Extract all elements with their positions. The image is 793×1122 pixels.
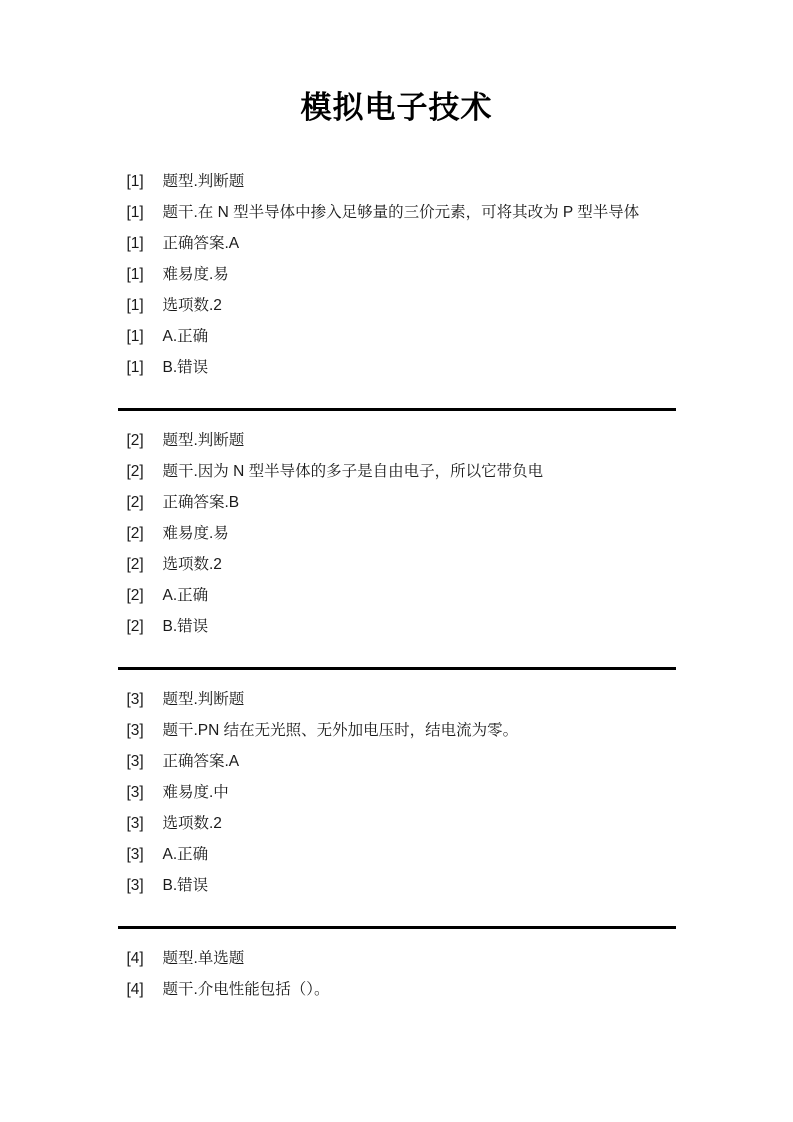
question-field-text: 题型.单选题 [162,950,245,967]
question-index-tag: [2] [126,432,144,449]
question-field-line [118,321,676,352]
question-index-tag: [3] [126,784,144,801]
question-field-line [118,352,676,383]
question-index-tag: [3] [126,877,144,894]
question-field-line [118,197,676,228]
question-block [118,943,676,1005]
question-field-line [118,974,676,1005]
question-index-tag: [1] [126,235,144,252]
question-field-line [118,487,676,518]
question-index-tag: [1] [126,297,144,314]
question-index-tag: [3] [126,722,144,739]
question-field-line [118,839,676,870]
question-block [118,425,676,642]
question-field-text: 选项数.2 [162,556,222,573]
question-index-tag: [1] [126,204,144,221]
question-field-line [118,943,676,974]
question-field-line [118,425,676,456]
question-field-text: 题干.PN 结在无光照、无外加电压时，结电流为零。 [162,722,519,739]
question-index-tag: [2] [126,494,144,511]
question-field-text: 题型.判断题 [162,173,245,190]
question-index-tag: [2] [126,463,144,480]
question-index-tag: [1] [126,328,144,345]
question-field-line [118,870,676,901]
question-separator [118,408,676,411]
question-field-text: 难易度.中 [162,784,229,801]
question-field-text: 题干.在 N 型半导体中掺入足够量的三价元素，可将其改为 P 型半导体 [162,204,640,221]
question-field-line [118,746,676,777]
question-field-line [118,580,676,611]
question-field-text: 题干.介电性能包括（）。 [162,981,330,998]
question-field-text: 题型.判断题 [162,691,245,708]
question-block [118,166,676,383]
question-field-line [118,611,676,642]
question-field-text: 难易度.易 [162,266,229,283]
question-index-tag: [2] [126,556,144,573]
question-field-line [118,456,676,487]
question-index-tag: [3] [126,753,144,770]
question-index-tag: [3] [126,846,144,863]
question-list [118,123,676,1005]
question-field-text: 正确答案.B [162,494,240,511]
question-index-tag: [1] [126,359,144,376]
question-field-text: A.正确 [162,587,209,604]
question-field-text: B.错误 [162,877,209,894]
question-field-line [118,684,676,715]
question-index-tag: [4] [126,950,144,967]
question-field-text: 选项数.2 [162,297,222,314]
question-field-text: 正确答案.A [162,753,240,770]
question-block [118,684,676,901]
question-field-line [118,777,676,808]
question-index-tag: [3] [126,691,144,708]
question-field-line [118,259,676,290]
question-field-text: B.错误 [162,359,209,376]
question-index-tag: [2] [126,525,144,542]
question-field-text: 选项数.2 [162,815,222,832]
question-field-line [118,808,676,839]
question-field-line [118,228,676,259]
question-index-tag: [4] [126,981,144,998]
question-index-tag: [3] [126,815,144,832]
question-field-line [118,549,676,580]
question-separator [118,926,676,929]
question-index-tag: [2] [126,618,144,635]
question-field-text: 正确答案.A [162,235,240,252]
question-index-tag: [2] [126,587,144,604]
question-index-tag: [1] [126,266,144,283]
question-field-line [118,715,676,746]
question-field-text: A.正确 [162,846,209,863]
page-title: 模拟电子技术 [300,90,493,125]
question-field-text: 题型.判断题 [162,432,245,449]
question-field-text: B.错误 [162,618,209,635]
question-separator [118,667,676,670]
question-field-line [118,166,676,197]
question-index-tag: [1] [126,173,144,190]
question-field-text: 难易度.易 [162,525,229,542]
question-field-line [118,518,676,549]
question-field-text: 题干.因为 N 型半导体的多子是自由电子，所以它带负电 [162,463,544,480]
question-field-text: A.正确 [162,328,209,345]
question-field-line [118,290,676,321]
